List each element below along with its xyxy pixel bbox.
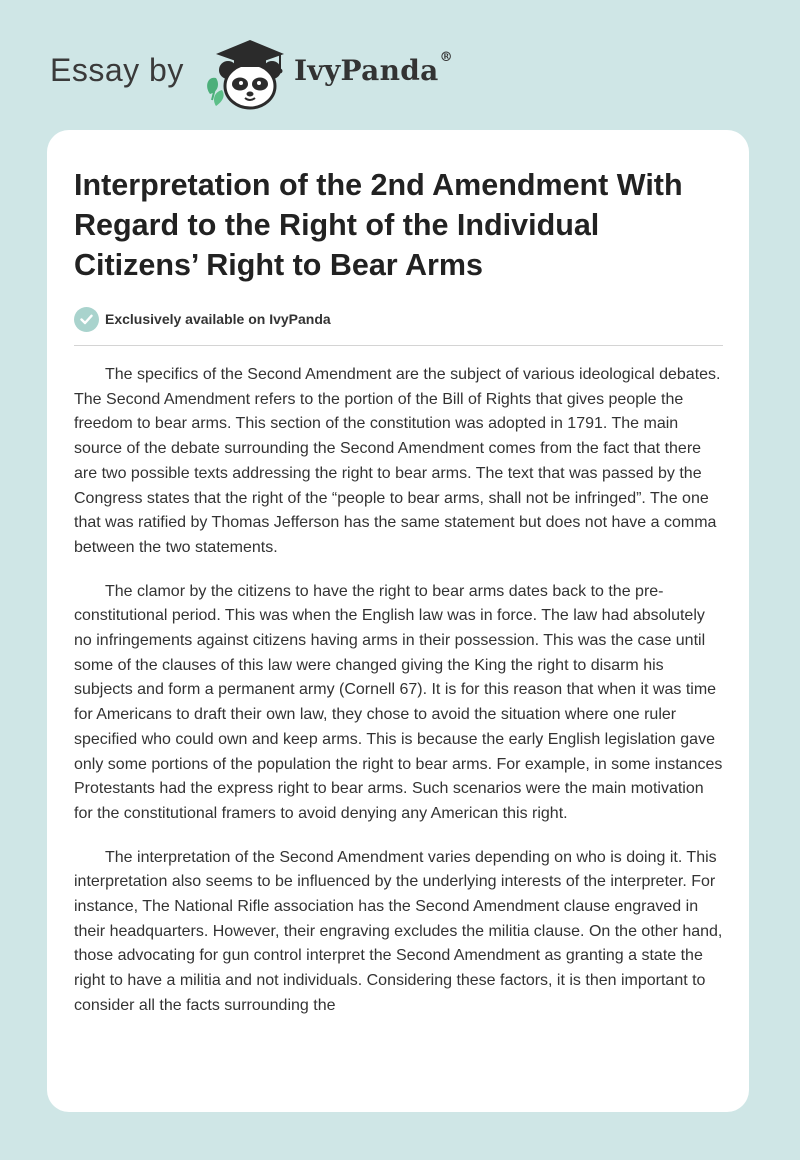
paragraph: The clamor by the citizens to have the right to bear arms dates back to the pre-constitutional period. This was when the English law was in force. The law had absolutely no infringements against citizens having arms in their possession. This was the case until some of the clauses of this law were changed giving the King the right to disarm his subjects and form a permanent army (Cornell 67). It is for this reason that when it was time for Americans to draft their own law, they chose to avoid the situation where one ruler specified who could own and keep arms. This is because the early English legislation gave only some portions of the population the right to bear arms. For example, in some instances Protestants had the express right to bear arms. Such scenarios were the main motivation for the constitutional framers to avoid denying any American this right. xyxy=(74,582,723,822)
divider xyxy=(74,345,723,346)
site-header xyxy=(50,36,750,112)
essay-by-label: Essay by xyxy=(50,52,184,88)
brand-name-text: IvyPanda xyxy=(294,54,439,87)
essay-title: Interpretation of the 2nd Amendment With Regard to the Right of the Individual Citizens’ Right to Bear Arms xyxy=(74,168,683,282)
brand-name[interactable] xyxy=(294,50,453,87)
essay-body xyxy=(74,363,724,1038)
paragraph: The specifics of the Second Amendment are the subject of various ideological debates. The Second Amendment refers to the portion of the Bill of Rights that gives people the freedom to bear arms. This section of the constitution was adopted in 1791. The main source of the debate surrounding the Second Amendment comes from the fact that there are two possible texts addressing the right to bear arms. The text that was passed by the Congress states that the right of the “people to bear arms, shall not be infringed”. The one that was ratified by Thomas Jefferson has the same statement but does not have a comma between the two statements. xyxy=(74,366,721,556)
panda-graduate-logo-icon[interactable] xyxy=(200,36,292,112)
paragraph: The interpretation of the Second Amendment varies depending on who is doing it. This interpretation also seems to be influenced by the underlying interests of the interpreter. For instance, The National Rifle association has the Second Amendment clause engraved in their headquarters. However, their engraving excludes the militia clause. On the other hand, those advocating for gun control interpret the Second Amendment as granting a state the right to have a militia and not individuals. Considering these factors, it is then important to consider all the facts surrounding the xyxy=(74,848,723,1014)
exclusive-badge xyxy=(74,306,331,332)
check-icon xyxy=(74,307,99,332)
registered-mark: ® xyxy=(439,50,453,65)
essay-card xyxy=(47,130,749,1112)
exclusive-label: Exclusively available on IvyPanda xyxy=(105,311,331,327)
